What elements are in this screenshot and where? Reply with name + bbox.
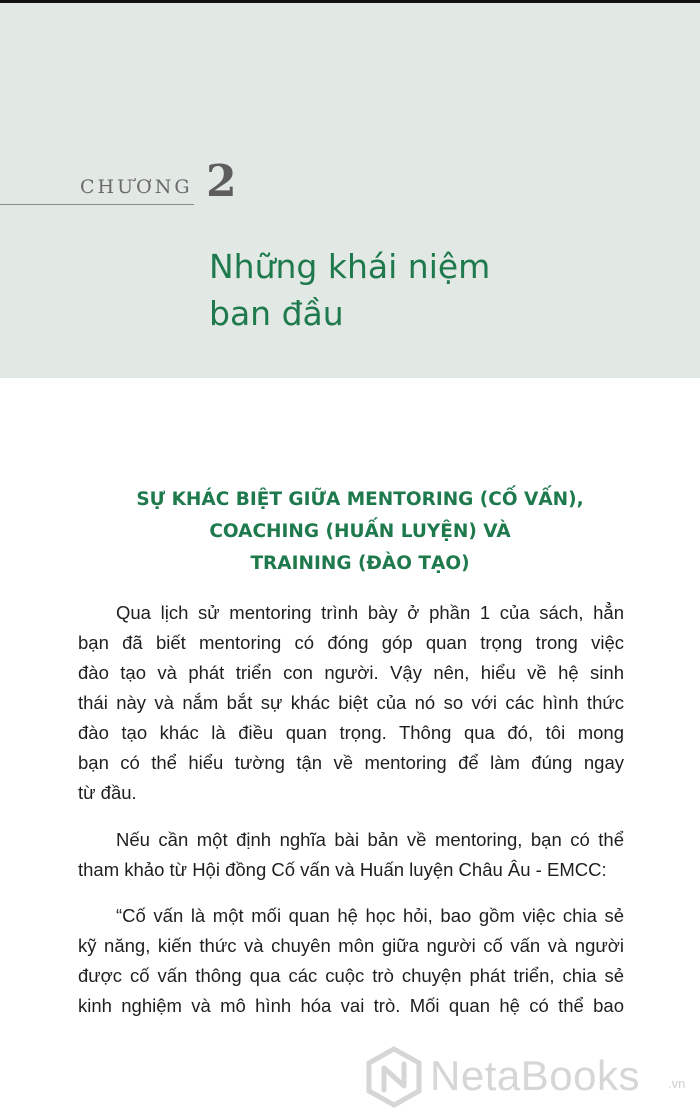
paragraph-line: Nếu cần một định nghĩa bài bản về mentoring, bạn có thể: [116, 829, 624, 850]
paragraph-line: thái này và nắm bắt sự khác biệt của nó so với các hình thức: [78, 692, 624, 713]
paragraph-line: bạn có thể hiểu tường tận về mentoring để làm đúng ngay: [78, 752, 624, 773]
paragraph-line: kinh nghiệm và mô hình hóa vai trò. Mối quan hệ có thể bao: [78, 995, 624, 1016]
netabooks-watermark: [364, 1046, 696, 1106]
chapter-title: [209, 243, 669, 337]
body-paragraph-1: [78, 598, 624, 808]
paragraph-line: đào tạo khác là điều quan trọng. Thông qua đó, tôi mong: [78, 722, 624, 743]
watermark-suffix: .vn: [668, 1076, 686, 1091]
quote-paragraph: [78, 901, 624, 1021]
paragraph-line: được cố vấn thông qua các cuộc trò chuyện phát triển, chia sẻ: [78, 965, 624, 986]
section-heading: [80, 484, 640, 580]
paragraph-line: từ đầu.: [78, 782, 137, 803]
chapter-title-line: ban đầu: [209, 294, 344, 333]
paragraph-line: tham khảo từ Hội đồng Cố vấn và Huấn luyện Châu Âu - EMCC:: [78, 859, 607, 880]
chapter-divider: [0, 204, 194, 205]
netabooks-logo-icon: [364, 1046, 424, 1108]
chapter-title-line: Những khái niệm: [209, 247, 491, 286]
section-heading-line: COACHING (HUẤN LUYỆN) VÀ: [209, 521, 511, 542]
paragraph-line: “Cố vấn là một mối quan hệ học hỏi, bao gồm việc chia sẻ: [116, 905, 624, 926]
paragraph-line: bạn đã biết mentoring có đóng góp quan trọng trong việc: [78, 632, 624, 653]
section-heading-line: SỰ KHÁC BIỆT GIỮA MENTORING (CỐ VẤN),: [136, 489, 584, 510]
body-paragraph-2: [78, 825, 624, 885]
paragraph-line: đào tạo và phát triển con người. Vậy nên, hiểu về hệ sinh: [78, 662, 624, 683]
paragraph-line: Qua lịch sử mentoring trình bày ở phần 1 của sách, hẳn: [116, 602, 624, 623]
chapter-number: 2: [206, 156, 237, 207]
watermark-text: NetaBooks: [430, 1052, 640, 1099]
paragraph-line: kỹ năng, kiến thức và chuyên môn giữa người cố vấn và người: [78, 935, 624, 956]
chapter-label: CHƯƠNG: [80, 176, 193, 198]
section-heading-line: TRAINING (ĐÀO TẠO): [250, 553, 470, 574]
